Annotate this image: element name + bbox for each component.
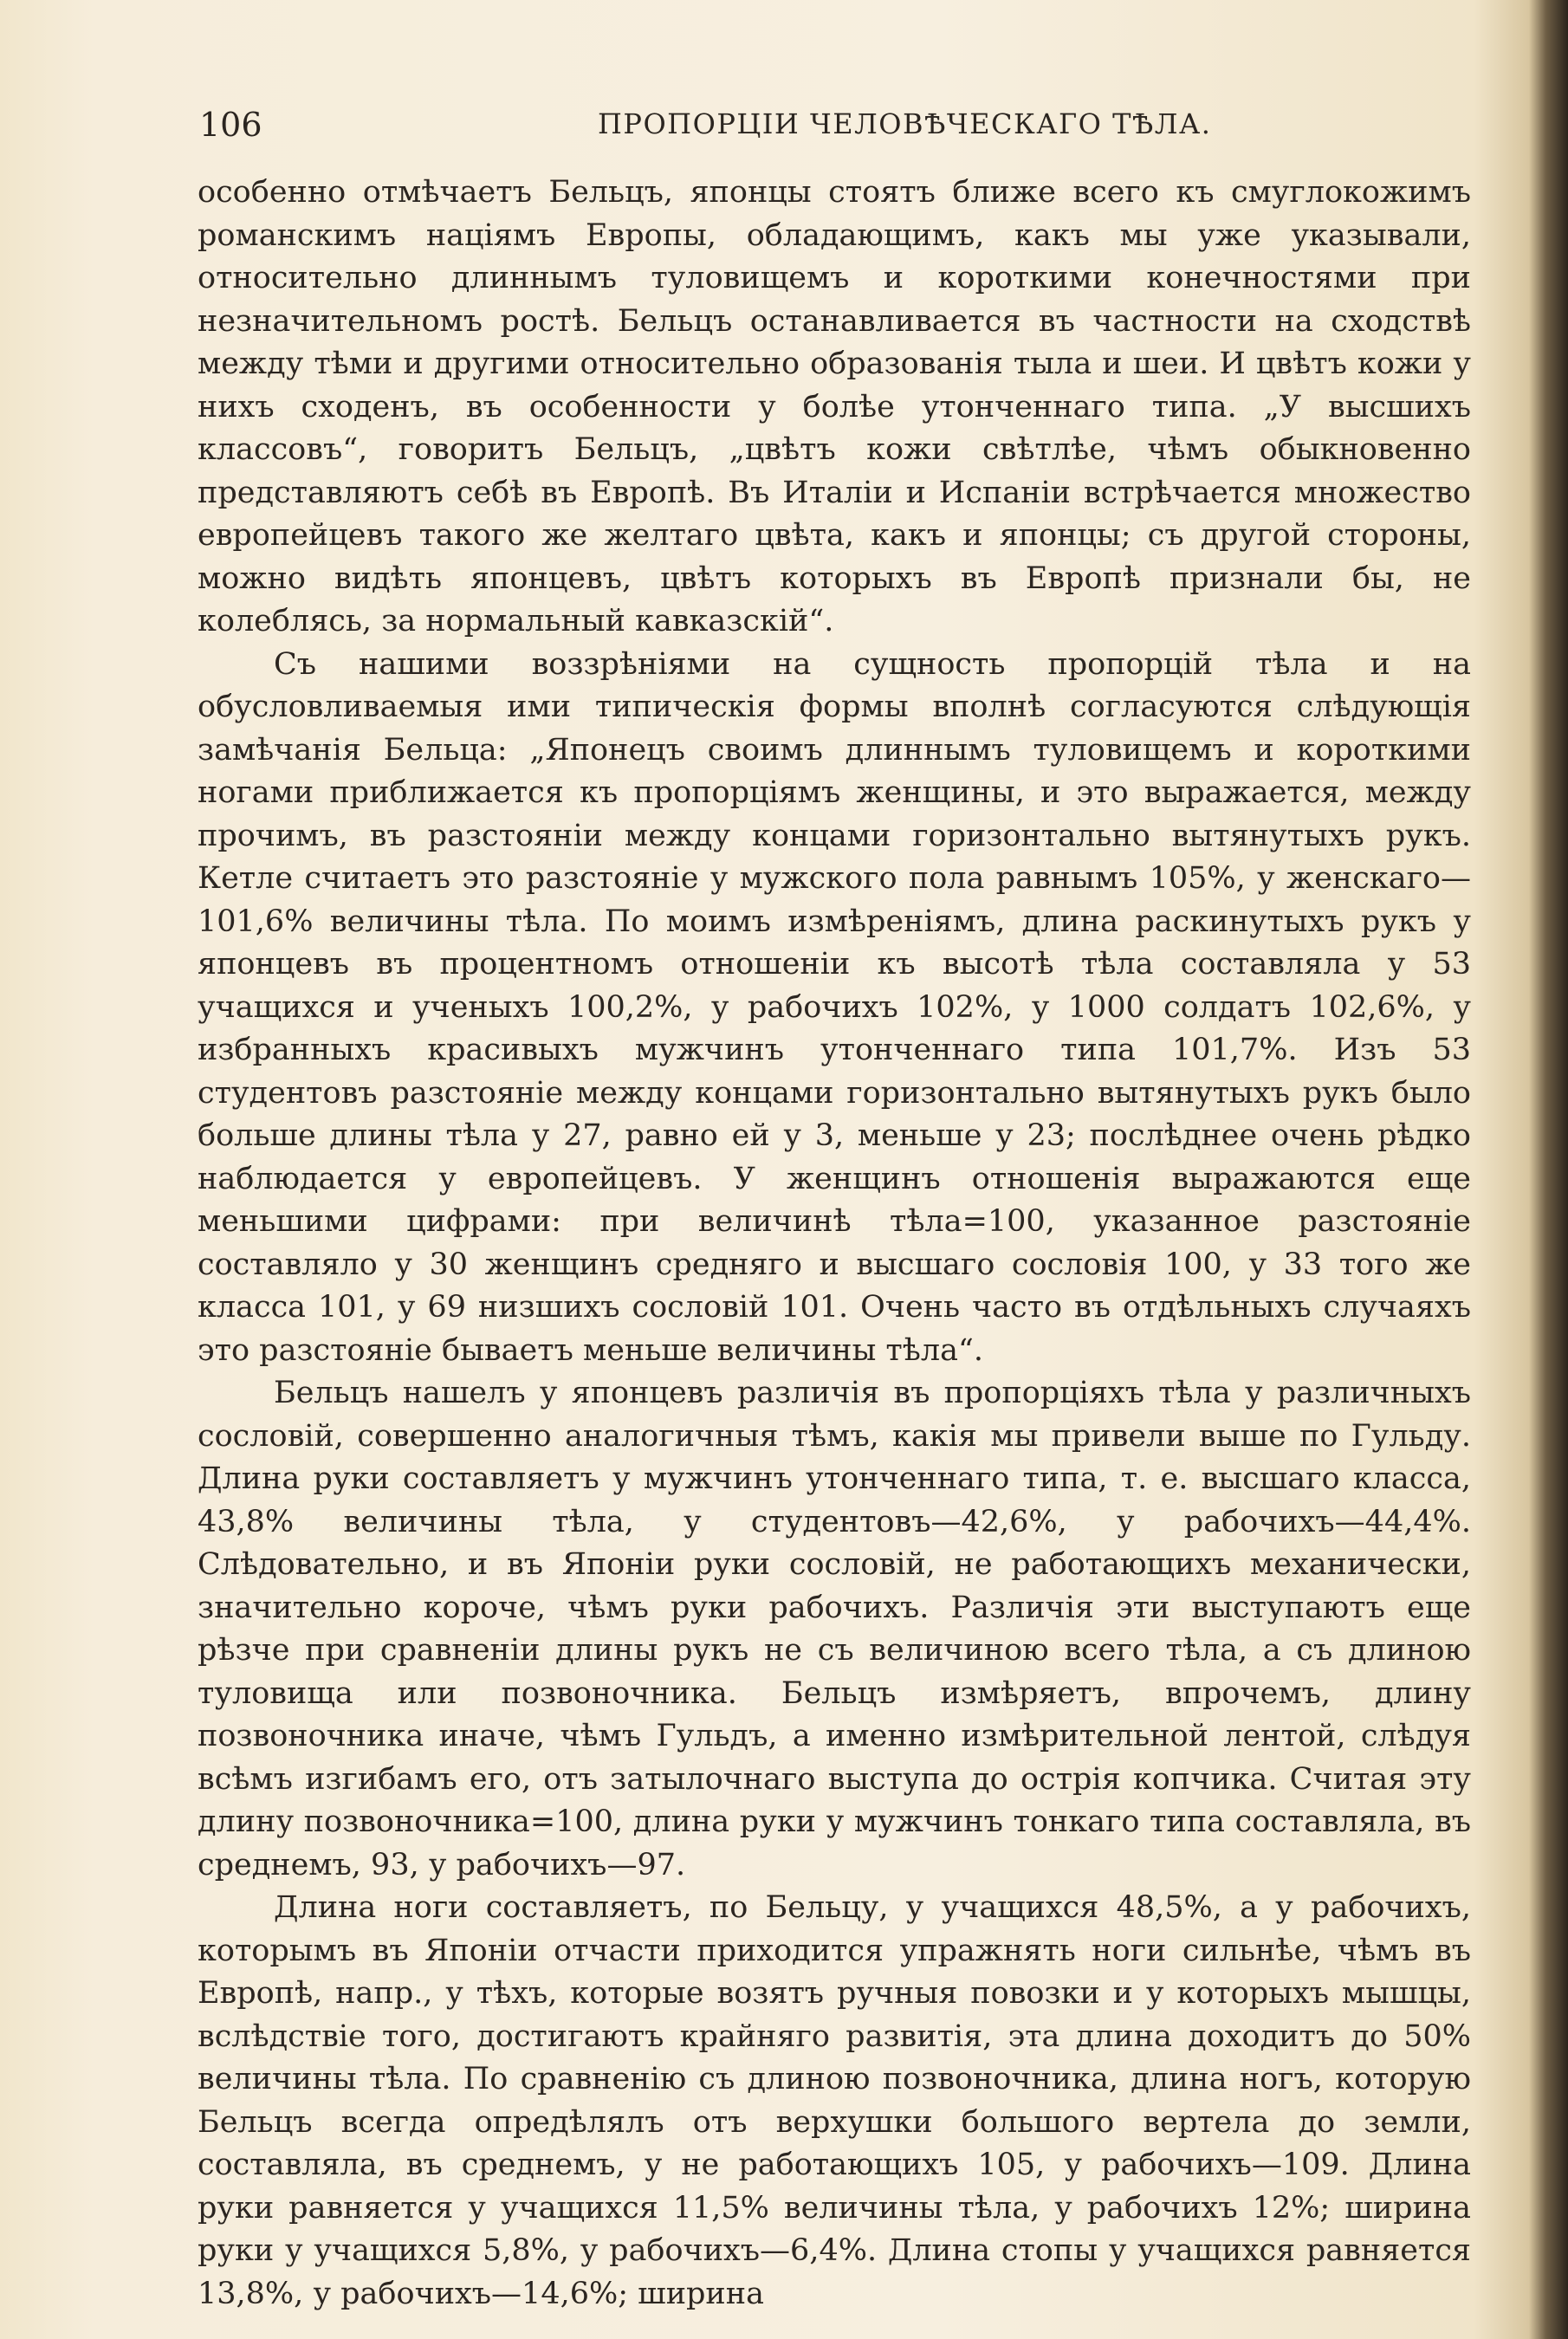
page-number: 106 (199, 106, 262, 144)
paragraph-2: Съ нашими воззрѣніями на сущность пропорцій тѣла и на обусловливаемыя ими типическія формы вполнѣ согласуются слѣдующія замѣчанія Бельца: „Японецъ своимъ длиннымъ туловищемъ и короткими ногами приближается къ пропорціямъ женщины, и это выражается, между прочимъ, въ разстояніи между концами горизонтально вытянутыхъ рукъ. Кетле считаетъ это разстояніе у мужского пола равнымъ 105%, у женскаго—101,6% величины тѣла. По моимъ измѣреніямъ, длина раскинутыхъ рукъ у японцевъ въ процентномъ отношеніи къ высотѣ тѣла составляла у 53 учащихся и ученыхъ 100,2%, у рабочихъ 102%, у 1000 солдатъ 102,6%, у избранныхъ красивыхъ мужчинъ утонченнаго типа 101,7%. Изъ 53 студентовъ разстояніе между концами горизонтально вытянутыхъ рукъ было больше длины тѣла у 27, равно ей у 3, меньше у 23; послѣднее очень рѣдко наблюдается у европейцевъ. У женщинъ отношенія выражаются еще меньшими цифрами: при величинѣ тѣла=100, указанное разстояніе составляло у 30 женщинъ средняго и высшаго сословія 100, у 33 того же класса 101, у 69 низшихъ сословій 101. Очень часто въ отдѣльныхъ случаяхъ это разстояніе бываетъ меньше величины тѣла“. (198, 646, 1471, 1368)
paragraph-1: особенно отмѣчаетъ Бельцъ, японцы стоятъ ближе всего къ смуглокожимъ романскимъ націямъ Европы, обладающимъ, какъ мы уже указывали, относительно длиннымъ туловищемъ и короткими конечностями при незначительномъ ростѣ. Бельцъ останавливается въ частности на сходствѣ между тѣми и другими относительно образованія тыла и шеи. И цвѣтъ кожи у нихъ сходенъ, въ особенности у болѣе утонченнаго типа. „У высшихъ классовъ“, говоритъ Бельцъ, „цвѣтъ кожи свѣтлѣе, чѣмъ обыкновенно представляютъ себѣ въ Европѣ. Въ Италіи и Испаніи встрѣчается множество европейцевъ такого же желтаго цвѣта, какъ и японцы; съ другой стороны, можно видѣть японцевъ, цвѣтъ которыхъ въ Европѣ признали бы, не колеблясь, за нормальный кавказскій“. (198, 175, 1471, 638)
running-title: ПРОПОРЦІИ ЧЕЛОВѢЧЕСКАГО ТѢЛА. (598, 107, 1212, 140)
paragraph-3: Бельцъ нашелъ у японцевъ различія въ пропорціяхъ тѣла у различныхъ сословій, совершенно аналогичныя тѣмъ, какія мы привели выше по Гульду. Длина руки составляетъ у мужчинъ утонченнаго типа, т. е. высшаго класса, 43,8% величины тѣла, у студентовъ—42,6%, у рабочихъ—44,4%. Слѣдовательно, и въ Японіи руки сословій, не работающихъ механически, значительно короче, чѣмъ руки рабочихъ. Различія эти выступаютъ еще рѣзче при сравненіи длины рукъ не съ величиною всего тѣла, а съ длиною туловища или позвоночника. Бельцъ измѣряетъ, впрочемъ, длину позвоночника иначе, чѣмъ Гульдъ, а именно измѣрительной лентой, слѣдуя всѣмъ изгибамъ его, отъ затылочнаго выступа до острія копчика. Считая эту длину позвоночника=100, длина руки у мужчинъ тонкаго типа составляла, въ среднемъ, 93, у рабочихъ—97. (198, 1376, 1471, 1882)
paragraph-4: Длина ноги составляетъ, по Бельцу, у учащихся 48,5%, а у рабочихъ, которымъ въ Японіи отчасти приходится упражнять ноги сильнѣе, чѣмъ въ Европѣ, напр., у тѣхъ, которые возятъ ручныя повозки и у которыхъ мышцы, вслѣдствіе того, достигаютъ крайняго развитія, эта длина доходитъ до 50% величины тѣла. По сравненію съ длиною позвоночника, длина ногъ, которую Бельцъ всегда опредѣлялъ отъ верхушки большого вертела до земли, составляла, въ среднемъ, у не работающихъ 105, у рабочихъ—109. Длина руки равняется у учащихся 11,5% величины тѣла, у рабочихъ 12%; ширина руки у учащихся 5,8%, у рабочихъ—6,4%. Длина стопы у учащихся равняется 13,8%, у рабочихъ—14,6%; ширина (198, 1890, 1471, 2311)
page-header (199, 106, 1473, 158)
body-text (198, 172, 1471, 2316)
